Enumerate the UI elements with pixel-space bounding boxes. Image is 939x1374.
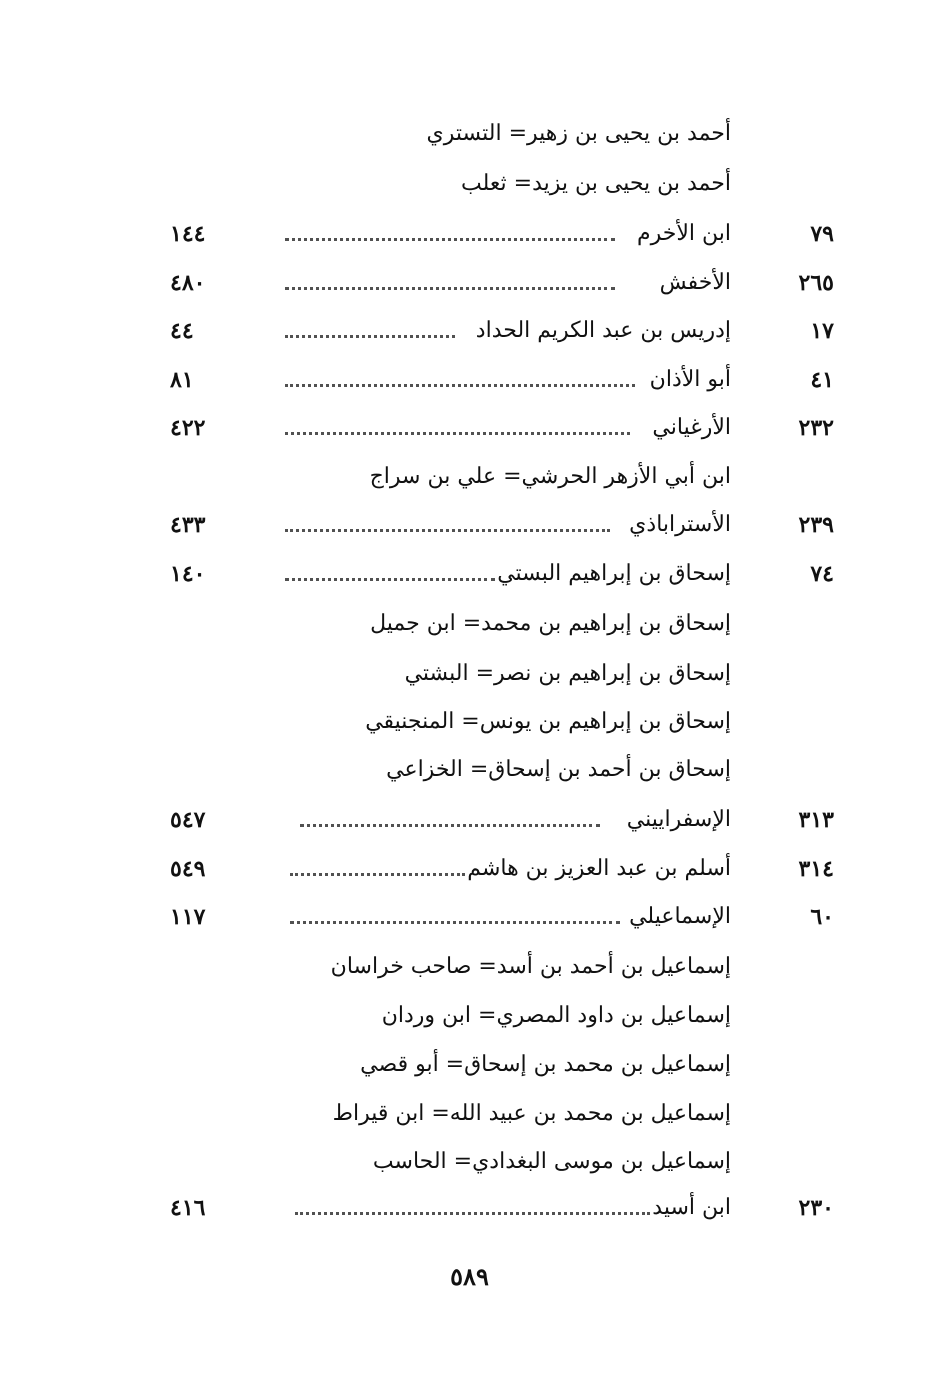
entry-name: الأرغياني: [652, 415, 731, 440]
entry-number: ٢٣٩: [798, 512, 834, 538]
entry-page: ١١٧: [170, 904, 206, 930]
entry-name: الإسماعيلي: [629, 904, 731, 929]
entry-name: أحمد بن يحيى بن زهير= التستري: [426, 121, 731, 146]
index-entry: [0, 1090, 939, 1138]
leader-dots: [290, 919, 620, 924]
leader-dots: [290, 871, 465, 876]
entry-name: الأخفش: [659, 270, 731, 295]
entry-number: ٢٣٠: [798, 1195, 834, 1221]
entry-name: إسحاق بن إبراهيم بن نصر= البشتي: [404, 661, 731, 686]
leader-dots: [285, 430, 630, 435]
index-entry: [0, 746, 939, 794]
entry-page: ٤٢٢: [170, 415, 206, 441]
entry-number: ١٧: [810, 318, 834, 344]
entry-page: ٤٤: [170, 318, 194, 344]
index-entry: [0, 404, 939, 452]
entry-number: ٤١: [810, 367, 834, 393]
index-entry: [0, 600, 939, 648]
leader-dots: [285, 285, 615, 290]
entry-number: ٣١٤: [798, 856, 834, 882]
entry-page: ٥٤٧: [170, 807, 206, 833]
entry-name: أسلم بن عبد العزيز بن هاشم: [467, 856, 731, 881]
index-entry: [0, 550, 939, 598]
entry-name: إسماعيل بن موسى البغدادي= الحاسب: [372, 1149, 731, 1174]
index-entry: [0, 845, 939, 893]
entry-page: ١٤٠: [170, 561, 206, 587]
index-entry: [0, 943, 939, 991]
entry-page: ٤١٦: [170, 1195, 206, 1221]
entry-number: ٧٤: [810, 561, 834, 587]
index-entry: [0, 992, 939, 1040]
entry-page: ٤٨٠: [170, 270, 206, 296]
entry-number: ٧٩: [810, 221, 834, 247]
entry-number: ٣١٣: [798, 807, 834, 833]
entry-name: إسحاق بن إبراهيم البستي: [497, 561, 731, 586]
index-entry: [0, 796, 939, 844]
entry-page: ٤٣٣: [170, 512, 206, 538]
index-entry: [0, 110, 939, 158]
entry-number: ٢٣٢: [798, 415, 834, 441]
leader-dots: [295, 1210, 650, 1215]
entry-name: إسماعيل بن أحمد بن أسد= صاحب خراسان: [330, 954, 731, 979]
index-entry: [0, 501, 939, 549]
entry-name: ابن أسيد: [652, 1195, 731, 1220]
index-entry: [0, 893, 939, 941]
leader-dots: [285, 382, 635, 387]
leader-dots: [285, 576, 495, 581]
index-entry: [0, 698, 939, 746]
entry-name: أبو الأذان: [649, 367, 731, 392]
entry-name: أحمد بن يحيى بن يزيد= ثعلب: [461, 171, 731, 196]
index-entry: [0, 160, 939, 208]
entry-name: ابن أبي الأزهر الحرشي= علي بن سراج: [369, 464, 731, 489]
index-entry: [0, 210, 939, 258]
entry-name: إسحاق بن أحمد بن إسحاق= الخزاعي: [386, 757, 731, 782]
entry-number: ٢٦٥: [798, 270, 834, 296]
entry-page: ٨١: [170, 367, 194, 393]
entry-name: ابن الأخرم: [637, 221, 731, 246]
leader-dots: [285, 236, 615, 241]
leader-dots: [300, 822, 600, 827]
index-entry: [0, 1184, 939, 1232]
entry-name: الأستراباذي: [629, 512, 731, 537]
entry-name: إسماعيل بن داود المصري= ابن وردان: [381, 1003, 731, 1028]
entry-name: إدريس بن عبد الكريم الحداد: [475, 318, 731, 343]
entry-name: إسحاق بن إبراهيم بن محمد= ابن جميل: [370, 611, 731, 636]
index-entry: [0, 453, 939, 501]
entry-number: ٦٠: [810, 904, 834, 930]
index-entry: [0, 307, 939, 355]
entry-name: إسماعيل بن محمد بن عبيد الله= ابن قيراط: [332, 1101, 731, 1126]
entry-name: إسحاق بن إبراهيم بن يونس= المنجنيقي: [365, 709, 731, 734]
index-entry: [0, 259, 939, 307]
index-entry: [0, 650, 939, 698]
entry-name: إسماعيل بن محمد بن إسحاق= أبو قصي: [360, 1052, 731, 1077]
index-entry: [0, 356, 939, 404]
index-entry: [0, 1138, 939, 1186]
entry-page: ١٤٤: [170, 221, 206, 247]
entry-name: الإسفراييني: [626, 807, 731, 832]
leader-dots: [285, 527, 610, 532]
index-entry: [0, 1041, 939, 1089]
page-number: ٥٨٩: [450, 1262, 489, 1291]
leader-dots: [285, 333, 455, 338]
entry-page: ٥٤٩: [170, 856, 206, 882]
